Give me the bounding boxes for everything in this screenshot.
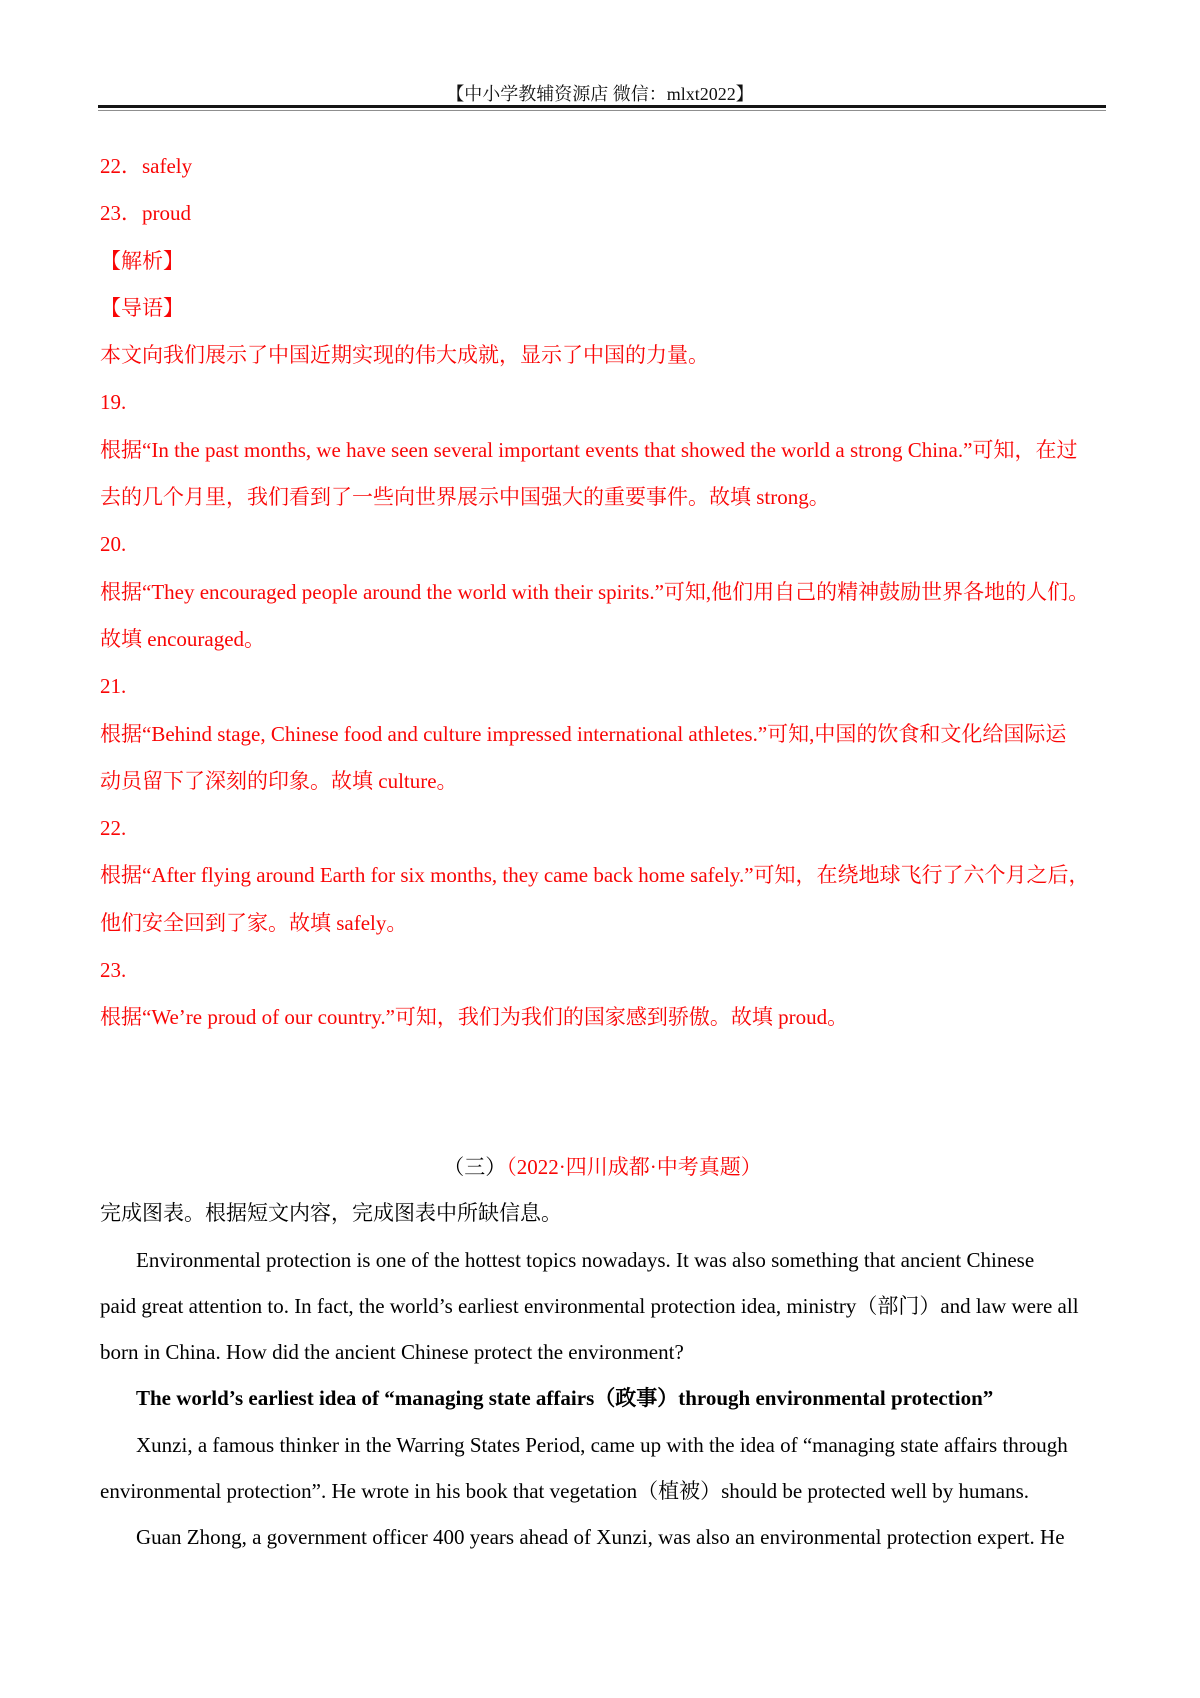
item-21-number: 21.	[100, 674, 127, 699]
answer-analysis-block	[100, 143, 1105, 1042]
intro-label: 【导语】	[100, 295, 184, 320]
passage-paragraph2-line1: Xunzi, a famous thinker in the Warring States Period, came up with the idea of “managing state affairs through	[136, 1432, 1068, 1457]
passage-paragraph1-line1: Environmental protection is one of the hottest topics nowadays. It was also something that ancient Chinese	[136, 1247, 1035, 1272]
passage-paragraph1-line3: born in China. How did the ancient Chinese protect the environment?	[100, 1340, 684, 1365]
passage-paragraph2-line2: environmental protection”. He wrote in his book that vegetation（植被）should be protected well by humans.	[100, 1479, 1030, 1504]
item-20-number: 20.	[100, 532, 127, 557]
passage-paragraph3-line1: Guan Zhong, a government officer 400 years ahead of Xunzi, was also an environmental protection expert. He	[136, 1525, 1065, 1550]
item-21-explanation-line-2: 动员留下了深刻的印象。故填 culture。	[100, 768, 458, 793]
answer-line-22: 22．safely	[100, 154, 193, 178]
section-three-block	[100, 1144, 1105, 1561]
header-divider	[98, 105, 1106, 111]
analysis-label: 【解析】	[100, 248, 184, 273]
passage-subheading: The world’s earliest idea of “managing state affairs（政事）through environmental protection”	[136, 1386, 994, 1411]
item-21-explanation-line-1: 根据“Behind stage, Chinese food and culture impressed international athletes.”可知,中国的饮食和文化给国际运	[100, 721, 1067, 746]
item-20-explanation-line-1: 根据“They encouraged people around the world with their spirits.”可知,他们用自己的精神鼓励世界各地的人们。	[100, 579, 1090, 604]
intro-text-line: 本文向我们展示了中国近期实现的伟大成就，显示了中国的力量。	[100, 343, 709, 368]
section-three-heading	[100, 1144, 1105, 1190]
item-22-explanation-line-2: 他们安全回到了家。故填 safely。	[100, 910, 408, 935]
section-three-instruction: 完成图表。根据短文内容，完成图表中所缺信息。	[100, 1201, 562, 1226]
item-19-explanation-line-2: 去的几个月里，我们看到了一些向世界展示中国强大的重要事件。故填 strong。	[100, 485, 830, 510]
page-header-watermark: 【中小学教辅资源店 微信：mlxt2022】	[446, 84, 754, 104]
item-23-number: 23.	[100, 958, 127, 983]
item-22-explanation-line-1: 根据“After flying around Earth for six months, they came back home safely.”可知，在绕地球飞行了六个月之后，	[100, 863, 1090, 888]
section-three-number: （三）	[443, 1155, 507, 1179]
item-20-explanation-line-2: 故填 encouraged。	[100, 626, 266, 651]
item-19-explanation-line-1: 根据“In the past months, we have seen several important events that showed the world a strong China.”可知，在过	[100, 437, 1078, 462]
item-22-number: 22.	[100, 816, 127, 841]
item-19-number: 19.	[100, 390, 127, 415]
answer-line-23: 23．proud	[100, 201, 191, 226]
section-three-source: （2022·四川成都·中考真题）	[506, 1155, 762, 1179]
item-23-explanation-line-1: 根据“We’re proud of our country.”可知，我们为我们的国家感到骄傲。故填 proud。	[100, 1005, 849, 1030]
passage-paragraph1-line2: paid great attention to. In fact, the world’s earliest environmental protection idea, ministry（部门）and law were all	[100, 1293, 1079, 1318]
